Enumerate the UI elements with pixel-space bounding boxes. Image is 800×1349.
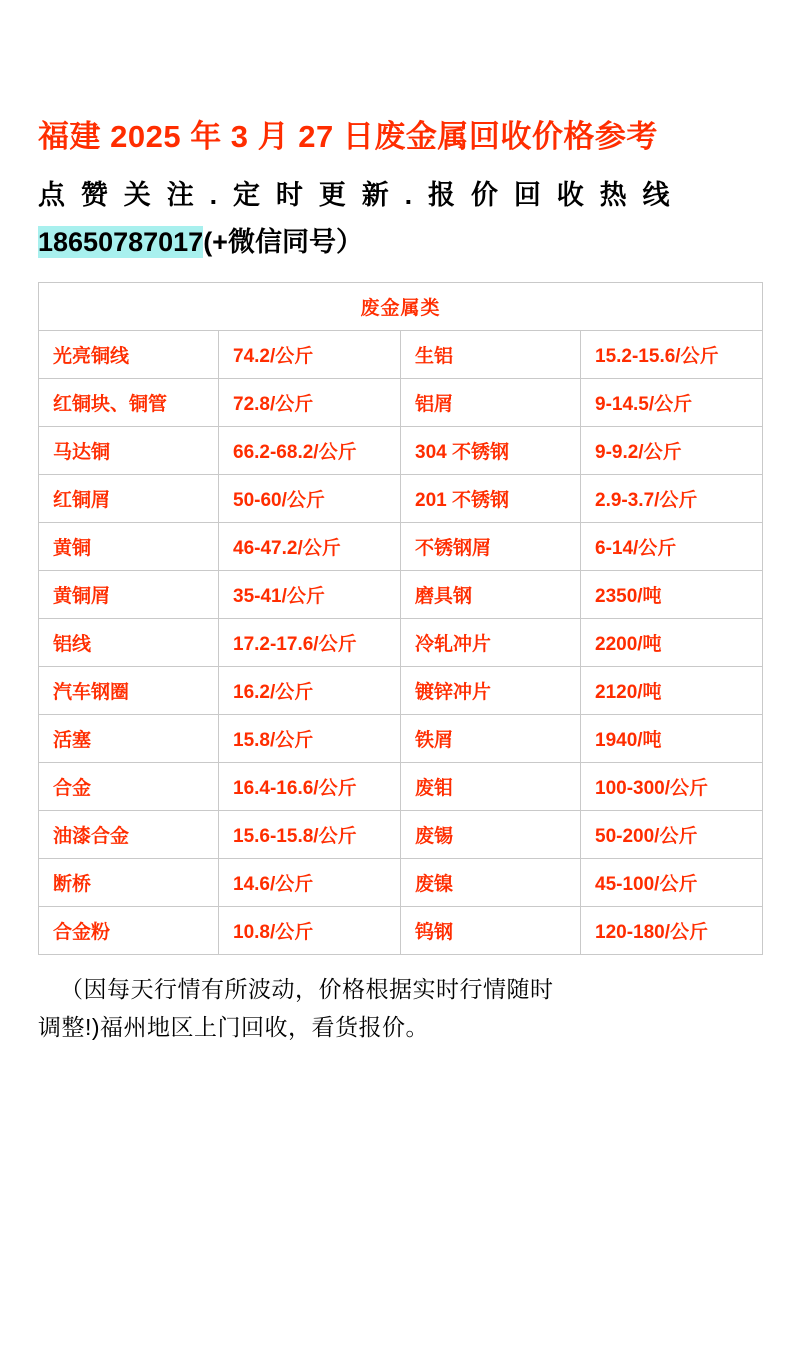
material-price: 2350/吨 [581, 571, 763, 619]
material-name: 磨具钢 [401, 571, 581, 619]
price-table-body [39, 283, 763, 955]
material-name: 废钼 [401, 763, 581, 811]
material-name: 红铜屑 [39, 475, 219, 523]
material-price: 14.6/公斤 [219, 859, 401, 907]
material-price: 50-60/公斤 [219, 475, 401, 523]
material-price: 9-14.5/公斤 [581, 379, 763, 427]
material-name: 断桥 [39, 859, 219, 907]
phone-suffix: (+微信同号） [203, 226, 363, 257]
table-header-cell: 废金属类 [39, 283, 763, 331]
table-row [39, 763, 763, 811]
table-header-row [39, 283, 763, 331]
material-price: 2.9-3.7/公斤 [581, 475, 763, 523]
material-price: 45-100/公斤 [581, 859, 763, 907]
table-row [39, 475, 763, 523]
table-row [39, 859, 763, 907]
material-name: 201 不锈钢 [401, 475, 581, 523]
table-row [39, 331, 763, 379]
footer-note-line1: （因每天行情有所波动，价格根据实时行情随时 [60, 976, 554, 1003]
material-price: 74.2/公斤 [219, 331, 401, 379]
material-name: 铝屑 [401, 379, 581, 427]
table-row [39, 715, 763, 763]
material-price: 9-9.2/公斤 [581, 427, 763, 475]
material-price: 15.8/公斤 [219, 715, 401, 763]
material-name: 钨钢 [401, 907, 581, 955]
material-name: 马达铜 [39, 427, 219, 475]
material-name: 油漆合金 [39, 811, 219, 859]
material-name: 汽车钢圈 [39, 667, 219, 715]
material-name: 合金粉 [39, 907, 219, 955]
page-subtitle: 点 赞 关 注 . 定 时 更 新 . 报 价 回 收 热 线 [38, 180, 674, 211]
material-name: 光亮铜线 [39, 331, 219, 379]
table-row [39, 619, 763, 667]
material-price: 1940/吨 [581, 715, 763, 763]
material-price: 50-200/公斤 [581, 811, 763, 859]
material-name: 生铝 [401, 331, 581, 379]
material-price: 10.8/公斤 [219, 907, 401, 955]
price-table [38, 282, 763, 955]
material-name: 废镍 [401, 859, 581, 907]
material-price: 66.2-68.2/公斤 [219, 427, 401, 475]
table-row [39, 427, 763, 475]
material-name: 冷轧冲片 [401, 619, 581, 667]
footer-note-line2: 调整!)福州地区上门回收，看货报价。 [38, 1013, 430, 1040]
material-name: 黄铜 [39, 523, 219, 571]
table-row [39, 907, 763, 955]
material-name: 不锈钢屑 [401, 523, 581, 571]
material-price: 15.6-15.8/公斤 [219, 811, 401, 859]
material-price: 120-180/公斤 [581, 907, 763, 955]
material-name: 合金 [39, 763, 219, 811]
material-price: 35-41/公斤 [219, 571, 401, 619]
contact-line [38, 213, 762, 260]
table-row [39, 667, 763, 715]
material-price: 46-47.2/公斤 [219, 523, 401, 571]
material-name: 304 不锈钢 [401, 427, 581, 475]
table-row [39, 379, 763, 427]
material-name: 铝线 [39, 619, 219, 667]
material-price: 2200/吨 [581, 619, 763, 667]
material-name: 活塞 [39, 715, 219, 763]
material-price: 16.4-16.6/公斤 [219, 763, 401, 811]
table-row [39, 811, 763, 859]
material-price: 16.2/公斤 [219, 667, 401, 715]
material-price: 72.8/公斤 [219, 379, 401, 427]
material-price: 6-14/公斤 [581, 523, 763, 571]
material-name: 镀锌冲片 [401, 667, 581, 715]
footer-note [38, 955, 762, 1047]
table-row [39, 571, 763, 619]
phone-number: 18650787017 [38, 226, 204, 257]
table-row [39, 523, 763, 571]
material-price: 100-300/公斤 [581, 763, 763, 811]
material-name: 铁屑 [401, 715, 581, 763]
price-table-container [38, 282, 762, 955]
material-name: 红铜块、铜管 [39, 379, 219, 427]
material-name: 废锡 [401, 811, 581, 859]
material-name: 黄铜屑 [39, 571, 219, 619]
material-price: 17.2-17.6/公斤 [219, 619, 401, 667]
page-title: 福建 2025 年 3 月 27 日废金属回收价格参考 [38, 119, 658, 154]
material-price: 2120/吨 [581, 667, 763, 715]
material-price: 15.2-15.6/公斤 [581, 331, 763, 379]
